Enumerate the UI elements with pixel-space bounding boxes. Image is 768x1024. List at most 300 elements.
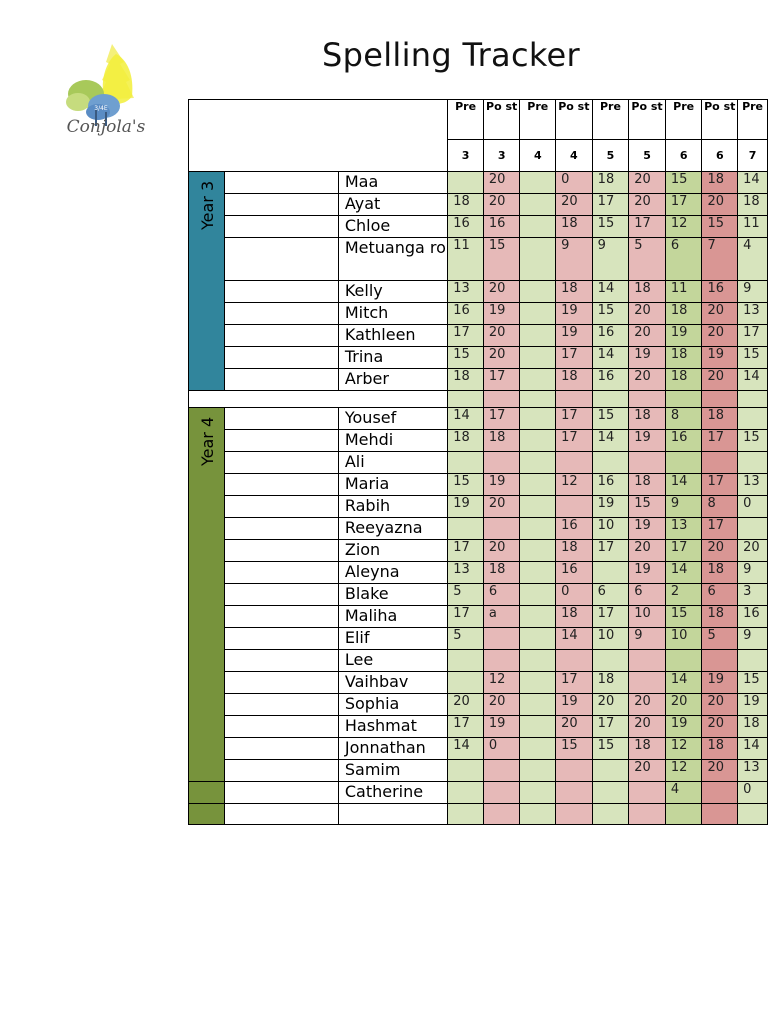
score-cell: 17 bbox=[448, 540, 484, 562]
score-cell bbox=[629, 804, 666, 825]
score-cell bbox=[556, 391, 593, 408]
score-cell: 20 bbox=[483, 540, 520, 562]
score-cell: 5 bbox=[629, 238, 666, 281]
score-cell: 20 bbox=[702, 303, 738, 325]
score-cell: 9 bbox=[738, 281, 768, 303]
student-name: Trina bbox=[338, 347, 447, 369]
score-cell: 12 bbox=[665, 738, 702, 760]
spare-cell bbox=[225, 172, 339, 194]
score-cell bbox=[520, 760, 556, 782]
score-cell: 17 bbox=[592, 606, 629, 628]
spacer-cell bbox=[189, 391, 448, 408]
spare-cell bbox=[225, 496, 339, 518]
table-row bbox=[189, 628, 768, 650]
table-row bbox=[189, 782, 768, 804]
score-cell: 18 bbox=[665, 347, 702, 369]
score-cell bbox=[629, 391, 666, 408]
score-cell: 18 bbox=[448, 194, 484, 216]
score-cell bbox=[738, 391, 768, 408]
score-cell: 5 bbox=[702, 628, 738, 650]
student-name: Mitch bbox=[338, 303, 447, 325]
score-cell bbox=[520, 518, 556, 540]
table-row bbox=[189, 430, 768, 452]
score-cell: 20 bbox=[629, 369, 666, 391]
score-cell: 14 bbox=[448, 408, 484, 430]
score-cell: 18 bbox=[556, 216, 593, 238]
score-cell bbox=[520, 606, 556, 628]
score-cell bbox=[448, 452, 484, 474]
score-cell bbox=[520, 238, 556, 281]
score-cell bbox=[629, 452, 666, 474]
student-name: Catherine bbox=[338, 782, 447, 804]
score-cell bbox=[483, 391, 520, 408]
student-name: Kathleen bbox=[338, 325, 447, 347]
score-cell: 18 bbox=[702, 172, 738, 194]
score-cell: 15 bbox=[592, 738, 629, 760]
score-cell bbox=[483, 760, 520, 782]
table-row bbox=[189, 716, 768, 738]
column-label: Pre bbox=[520, 100, 556, 140]
score-cell: 20 bbox=[483, 694, 520, 716]
score-cell: 19 bbox=[483, 474, 520, 496]
score-cell: 15 bbox=[702, 216, 738, 238]
score-cell: 17 bbox=[556, 347, 593, 369]
score-cell: 17 bbox=[448, 606, 484, 628]
score-cell: 0 bbox=[483, 738, 520, 760]
score-cell: 19 bbox=[702, 672, 738, 694]
score-cell: 7 bbox=[702, 238, 738, 281]
score-cell bbox=[520, 452, 556, 474]
score-cell: 13 bbox=[665, 518, 702, 540]
column-label: Po st bbox=[702, 100, 738, 140]
score-cell bbox=[448, 391, 484, 408]
score-cell: 16 bbox=[702, 281, 738, 303]
student-name: Hashmat bbox=[338, 716, 447, 738]
score-cell bbox=[592, 452, 629, 474]
table-row bbox=[189, 303, 768, 325]
score-cell bbox=[738, 518, 768, 540]
score-cell: 20 bbox=[629, 172, 666, 194]
score-cell: 14 bbox=[665, 562, 702, 584]
score-cell bbox=[520, 540, 556, 562]
score-cell: 20 bbox=[483, 496, 520, 518]
score-cell bbox=[448, 172, 484, 194]
score-cell: 17 bbox=[702, 430, 738, 452]
column-week: 5 bbox=[592, 140, 629, 172]
score-cell bbox=[520, 430, 556, 452]
score-cell: 18 bbox=[556, 606, 593, 628]
score-cell bbox=[520, 496, 556, 518]
score-cell: 6 bbox=[702, 584, 738, 606]
score-cell bbox=[520, 782, 556, 804]
school-logo bbox=[50, 40, 162, 150]
spare-cell bbox=[225, 540, 339, 562]
score-cell: 17 bbox=[556, 408, 593, 430]
column-week: 6 bbox=[665, 140, 702, 172]
score-cell: 20 bbox=[665, 694, 702, 716]
score-cell bbox=[556, 650, 593, 672]
score-cell bbox=[665, 391, 702, 408]
table-row bbox=[189, 281, 768, 303]
score-cell: 10 bbox=[629, 606, 666, 628]
score-cell: 17 bbox=[592, 540, 629, 562]
score-cell: 15 bbox=[629, 496, 666, 518]
table-row bbox=[189, 738, 768, 760]
score-cell: 17 bbox=[665, 194, 702, 216]
score-cell: 17 bbox=[556, 672, 593, 694]
score-cell: 19 bbox=[629, 518, 666, 540]
score-cell bbox=[592, 782, 629, 804]
score-cell: 20 bbox=[629, 760, 666, 782]
score-cell bbox=[448, 650, 484, 672]
score-cell bbox=[520, 216, 556, 238]
score-cell: 6 bbox=[483, 584, 520, 606]
student-name: Ali bbox=[338, 452, 447, 474]
score-cell: 18 bbox=[556, 369, 593, 391]
score-cell: 17 bbox=[738, 325, 768, 347]
score-cell: 0 bbox=[556, 172, 593, 194]
spare-cell bbox=[225, 738, 339, 760]
score-cell: 19 bbox=[556, 325, 593, 347]
score-cell: 18 bbox=[665, 303, 702, 325]
spare-cell bbox=[225, 606, 339, 628]
score-cell bbox=[448, 782, 484, 804]
spare-cell bbox=[225, 430, 339, 452]
score-cell: 18 bbox=[483, 430, 520, 452]
year-band bbox=[189, 408, 225, 782]
score-cell bbox=[483, 452, 520, 474]
student-name: Sophia bbox=[338, 694, 447, 716]
score-cell: 11 bbox=[738, 216, 768, 238]
score-cell: 17 bbox=[483, 369, 520, 391]
column-label: Po st bbox=[483, 100, 520, 140]
score-cell: 15 bbox=[738, 672, 768, 694]
score-cell: 16 bbox=[556, 518, 593, 540]
score-cell: 15 bbox=[556, 738, 593, 760]
score-cell bbox=[520, 584, 556, 606]
score-cell: 16 bbox=[665, 430, 702, 452]
spelling-tracker-table bbox=[188, 99, 768, 825]
score-cell bbox=[520, 325, 556, 347]
score-cell bbox=[520, 562, 556, 584]
table-row bbox=[189, 694, 768, 716]
score-cell: 18 bbox=[629, 474, 666, 496]
student-name: Aleyna bbox=[338, 562, 447, 584]
score-cell: 6 bbox=[592, 584, 629, 606]
score-cell: 18 bbox=[629, 281, 666, 303]
score-cell bbox=[520, 694, 556, 716]
table-row bbox=[189, 584, 768, 606]
spare-cell bbox=[225, 347, 339, 369]
score-cell: 13 bbox=[448, 562, 484, 584]
table-row bbox=[189, 540, 768, 562]
score-cell bbox=[520, 369, 556, 391]
score-cell: 17 bbox=[629, 216, 666, 238]
score-cell: 14 bbox=[665, 474, 702, 496]
spare-cell bbox=[225, 760, 339, 782]
score-cell bbox=[448, 518, 484, 540]
score-cell: 20 bbox=[483, 194, 520, 216]
score-cell: 18 bbox=[702, 738, 738, 760]
score-cell: 19 bbox=[665, 716, 702, 738]
score-cell: 13 bbox=[738, 760, 768, 782]
table-row bbox=[189, 606, 768, 628]
score-cell bbox=[448, 804, 484, 825]
score-cell bbox=[665, 804, 702, 825]
score-cell: 20 bbox=[702, 694, 738, 716]
score-cell bbox=[702, 452, 738, 474]
student-name: Vaihbav bbox=[338, 672, 447, 694]
table-row bbox=[189, 172, 768, 194]
score-cell: 19 bbox=[483, 303, 520, 325]
score-cell: 15 bbox=[665, 172, 702, 194]
score-cell: 17 bbox=[448, 716, 484, 738]
table-row bbox=[189, 325, 768, 347]
score-cell: 18 bbox=[738, 194, 768, 216]
score-cell bbox=[520, 474, 556, 496]
table-row bbox=[189, 408, 768, 430]
score-cell: 17 bbox=[665, 540, 702, 562]
logo-badge-text: 3/4E bbox=[94, 105, 108, 112]
score-cell: 20 bbox=[629, 325, 666, 347]
score-cell bbox=[520, 347, 556, 369]
spare-cell bbox=[225, 216, 339, 238]
score-cell: 9 bbox=[556, 238, 593, 281]
score-cell: 9 bbox=[592, 238, 629, 281]
score-cell: 0 bbox=[556, 584, 593, 606]
score-cell: 20 bbox=[629, 716, 666, 738]
column-week: 4 bbox=[556, 140, 593, 172]
score-cell bbox=[556, 782, 593, 804]
spare-cell bbox=[225, 408, 339, 430]
spare-cell bbox=[225, 716, 339, 738]
score-cell bbox=[556, 496, 593, 518]
student-name: Maliha bbox=[338, 606, 447, 628]
column-week: 3 bbox=[448, 140, 484, 172]
table-row bbox=[189, 562, 768, 584]
score-cell: 20 bbox=[702, 716, 738, 738]
score-cell: 19 bbox=[483, 716, 520, 738]
score-cell bbox=[702, 391, 738, 408]
score-cell bbox=[592, 650, 629, 672]
score-cell: 20 bbox=[629, 303, 666, 325]
score-cell: 6 bbox=[665, 238, 702, 281]
score-cell bbox=[520, 672, 556, 694]
score-cell: 20 bbox=[483, 347, 520, 369]
score-cell: 14 bbox=[738, 172, 768, 194]
score-cell: 20 bbox=[448, 694, 484, 716]
score-cell: 4 bbox=[665, 782, 702, 804]
score-cell: 18 bbox=[629, 408, 666, 430]
score-cell: 20 bbox=[483, 325, 520, 347]
score-cell bbox=[448, 760, 484, 782]
score-cell: 13 bbox=[738, 303, 768, 325]
score-cell bbox=[520, 738, 556, 760]
column-label: Pre bbox=[738, 100, 768, 140]
spare-cell bbox=[225, 628, 339, 650]
year-band-tail bbox=[189, 782, 225, 804]
score-cell: 13 bbox=[448, 281, 484, 303]
table-row bbox=[189, 194, 768, 216]
table-row bbox=[189, 672, 768, 694]
score-cell: 0 bbox=[738, 496, 768, 518]
score-cell: 8 bbox=[702, 496, 738, 518]
score-cell bbox=[629, 672, 666, 694]
student-name: Arber bbox=[338, 369, 447, 391]
score-cell: 14 bbox=[738, 369, 768, 391]
score-cell: 0 bbox=[738, 782, 768, 804]
spare-cell bbox=[225, 474, 339, 496]
table-row bbox=[189, 496, 768, 518]
score-cell: 17 bbox=[448, 325, 484, 347]
score-cell: 9 bbox=[738, 628, 768, 650]
score-cell: 19 bbox=[448, 496, 484, 518]
score-cell: 14 bbox=[592, 281, 629, 303]
student-name: Maa bbox=[338, 172, 447, 194]
column-week: 3 bbox=[483, 140, 520, 172]
score-cell: 18 bbox=[738, 716, 768, 738]
spacer-row bbox=[189, 391, 768, 408]
student-name: Jonnathan bbox=[338, 738, 447, 760]
score-cell: 20 bbox=[592, 694, 629, 716]
student-name: Chloe bbox=[338, 216, 447, 238]
score-cell: 17 bbox=[556, 430, 593, 452]
student-name: Maria bbox=[338, 474, 447, 496]
score-cell bbox=[520, 172, 556, 194]
student-name: Elif bbox=[338, 628, 447, 650]
score-cell bbox=[520, 628, 556, 650]
score-cell: 17 bbox=[592, 194, 629, 216]
score-cell: 12 bbox=[665, 760, 702, 782]
score-cell: 18 bbox=[556, 281, 593, 303]
score-cell bbox=[738, 650, 768, 672]
table-row bbox=[189, 518, 768, 540]
score-cell bbox=[702, 782, 738, 804]
score-cell bbox=[520, 408, 556, 430]
score-cell: 2 bbox=[665, 584, 702, 606]
score-cell bbox=[592, 562, 629, 584]
table-row bbox=[189, 452, 768, 474]
score-cell bbox=[556, 452, 593, 474]
spare-cell bbox=[225, 518, 339, 540]
student-name: Yousef bbox=[338, 408, 447, 430]
score-cell: 17 bbox=[483, 408, 520, 430]
score-cell: 9 bbox=[665, 496, 702, 518]
score-cell: 18 bbox=[629, 738, 666, 760]
spare-cell bbox=[225, 694, 339, 716]
score-cell: 14 bbox=[665, 672, 702, 694]
score-cell: 16 bbox=[592, 325, 629, 347]
score-cell: 17 bbox=[702, 474, 738, 496]
score-cell bbox=[665, 650, 702, 672]
table-row bbox=[189, 650, 768, 672]
score-cell: 15 bbox=[592, 216, 629, 238]
column-label: Pre bbox=[448, 100, 484, 140]
score-cell: 18 bbox=[448, 369, 484, 391]
score-cell: 19 bbox=[629, 430, 666, 452]
score-cell: 4 bbox=[738, 238, 768, 281]
student-name: Metuanga ro bbox=[338, 238, 447, 281]
score-cell bbox=[483, 804, 520, 825]
column-week: 5 bbox=[629, 140, 666, 172]
score-cell bbox=[702, 804, 738, 825]
column-label: Po st bbox=[556, 100, 593, 140]
logo-script-text: Conjola's bbox=[66, 117, 146, 137]
score-cell bbox=[448, 672, 484, 694]
column-label: Po st bbox=[629, 100, 666, 140]
score-cell bbox=[738, 452, 768, 474]
score-cell: 20 bbox=[483, 281, 520, 303]
score-cell bbox=[592, 804, 629, 825]
score-cell: 16 bbox=[592, 474, 629, 496]
score-cell bbox=[520, 391, 556, 408]
score-cell: 15 bbox=[448, 474, 484, 496]
score-cell bbox=[702, 650, 738, 672]
column-week: 7 bbox=[738, 140, 768, 172]
score-cell: 12 bbox=[556, 474, 593, 496]
score-cell: 18 bbox=[702, 408, 738, 430]
student-name: Reeyazna bbox=[338, 518, 447, 540]
score-cell: 19 bbox=[556, 303, 593, 325]
year-band bbox=[189, 172, 225, 391]
score-cell bbox=[520, 303, 556, 325]
score-cell bbox=[520, 650, 556, 672]
score-cell bbox=[520, 281, 556, 303]
spare-cell bbox=[225, 584, 339, 606]
table-row bbox=[189, 216, 768, 238]
score-cell: 20 bbox=[629, 540, 666, 562]
score-cell: 20 bbox=[483, 172, 520, 194]
score-cell: 14 bbox=[448, 738, 484, 760]
score-cell: 18 bbox=[448, 430, 484, 452]
score-cell: 13 bbox=[738, 474, 768, 496]
score-cell: 14 bbox=[556, 628, 593, 650]
score-cell: 15 bbox=[738, 430, 768, 452]
score-cell: 15 bbox=[483, 238, 520, 281]
score-cell: 15 bbox=[665, 606, 702, 628]
score-cell: 17 bbox=[592, 716, 629, 738]
score-cell bbox=[483, 628, 520, 650]
score-cell bbox=[629, 650, 666, 672]
score-cell bbox=[556, 804, 593, 825]
page-title: Spelling Tracker bbox=[322, 36, 580, 74]
score-cell: 11 bbox=[665, 281, 702, 303]
student-name: Mehdi bbox=[338, 430, 447, 452]
score-cell bbox=[665, 452, 702, 474]
spare-cell bbox=[225, 650, 339, 672]
score-cell: 11 bbox=[448, 238, 484, 281]
score-cell: 16 bbox=[448, 216, 484, 238]
student-name: Zion bbox=[338, 540, 447, 562]
score-cell: 9 bbox=[738, 562, 768, 584]
score-cell bbox=[483, 782, 520, 804]
score-cell: 14 bbox=[592, 347, 629, 369]
year-band-tail bbox=[189, 804, 225, 825]
score-cell bbox=[520, 716, 556, 738]
student-name: Lee bbox=[338, 650, 447, 672]
spare-cell bbox=[225, 562, 339, 584]
score-cell: 20 bbox=[556, 194, 593, 216]
score-cell: 20 bbox=[702, 540, 738, 562]
table-row bbox=[189, 238, 768, 281]
score-cell bbox=[629, 782, 666, 804]
score-cell: 18 bbox=[665, 369, 702, 391]
score-cell: 19 bbox=[629, 562, 666, 584]
spare-cell bbox=[225, 452, 339, 474]
score-cell: 20 bbox=[702, 325, 738, 347]
score-cell: 19 bbox=[556, 694, 593, 716]
score-cell: 19 bbox=[629, 347, 666, 369]
